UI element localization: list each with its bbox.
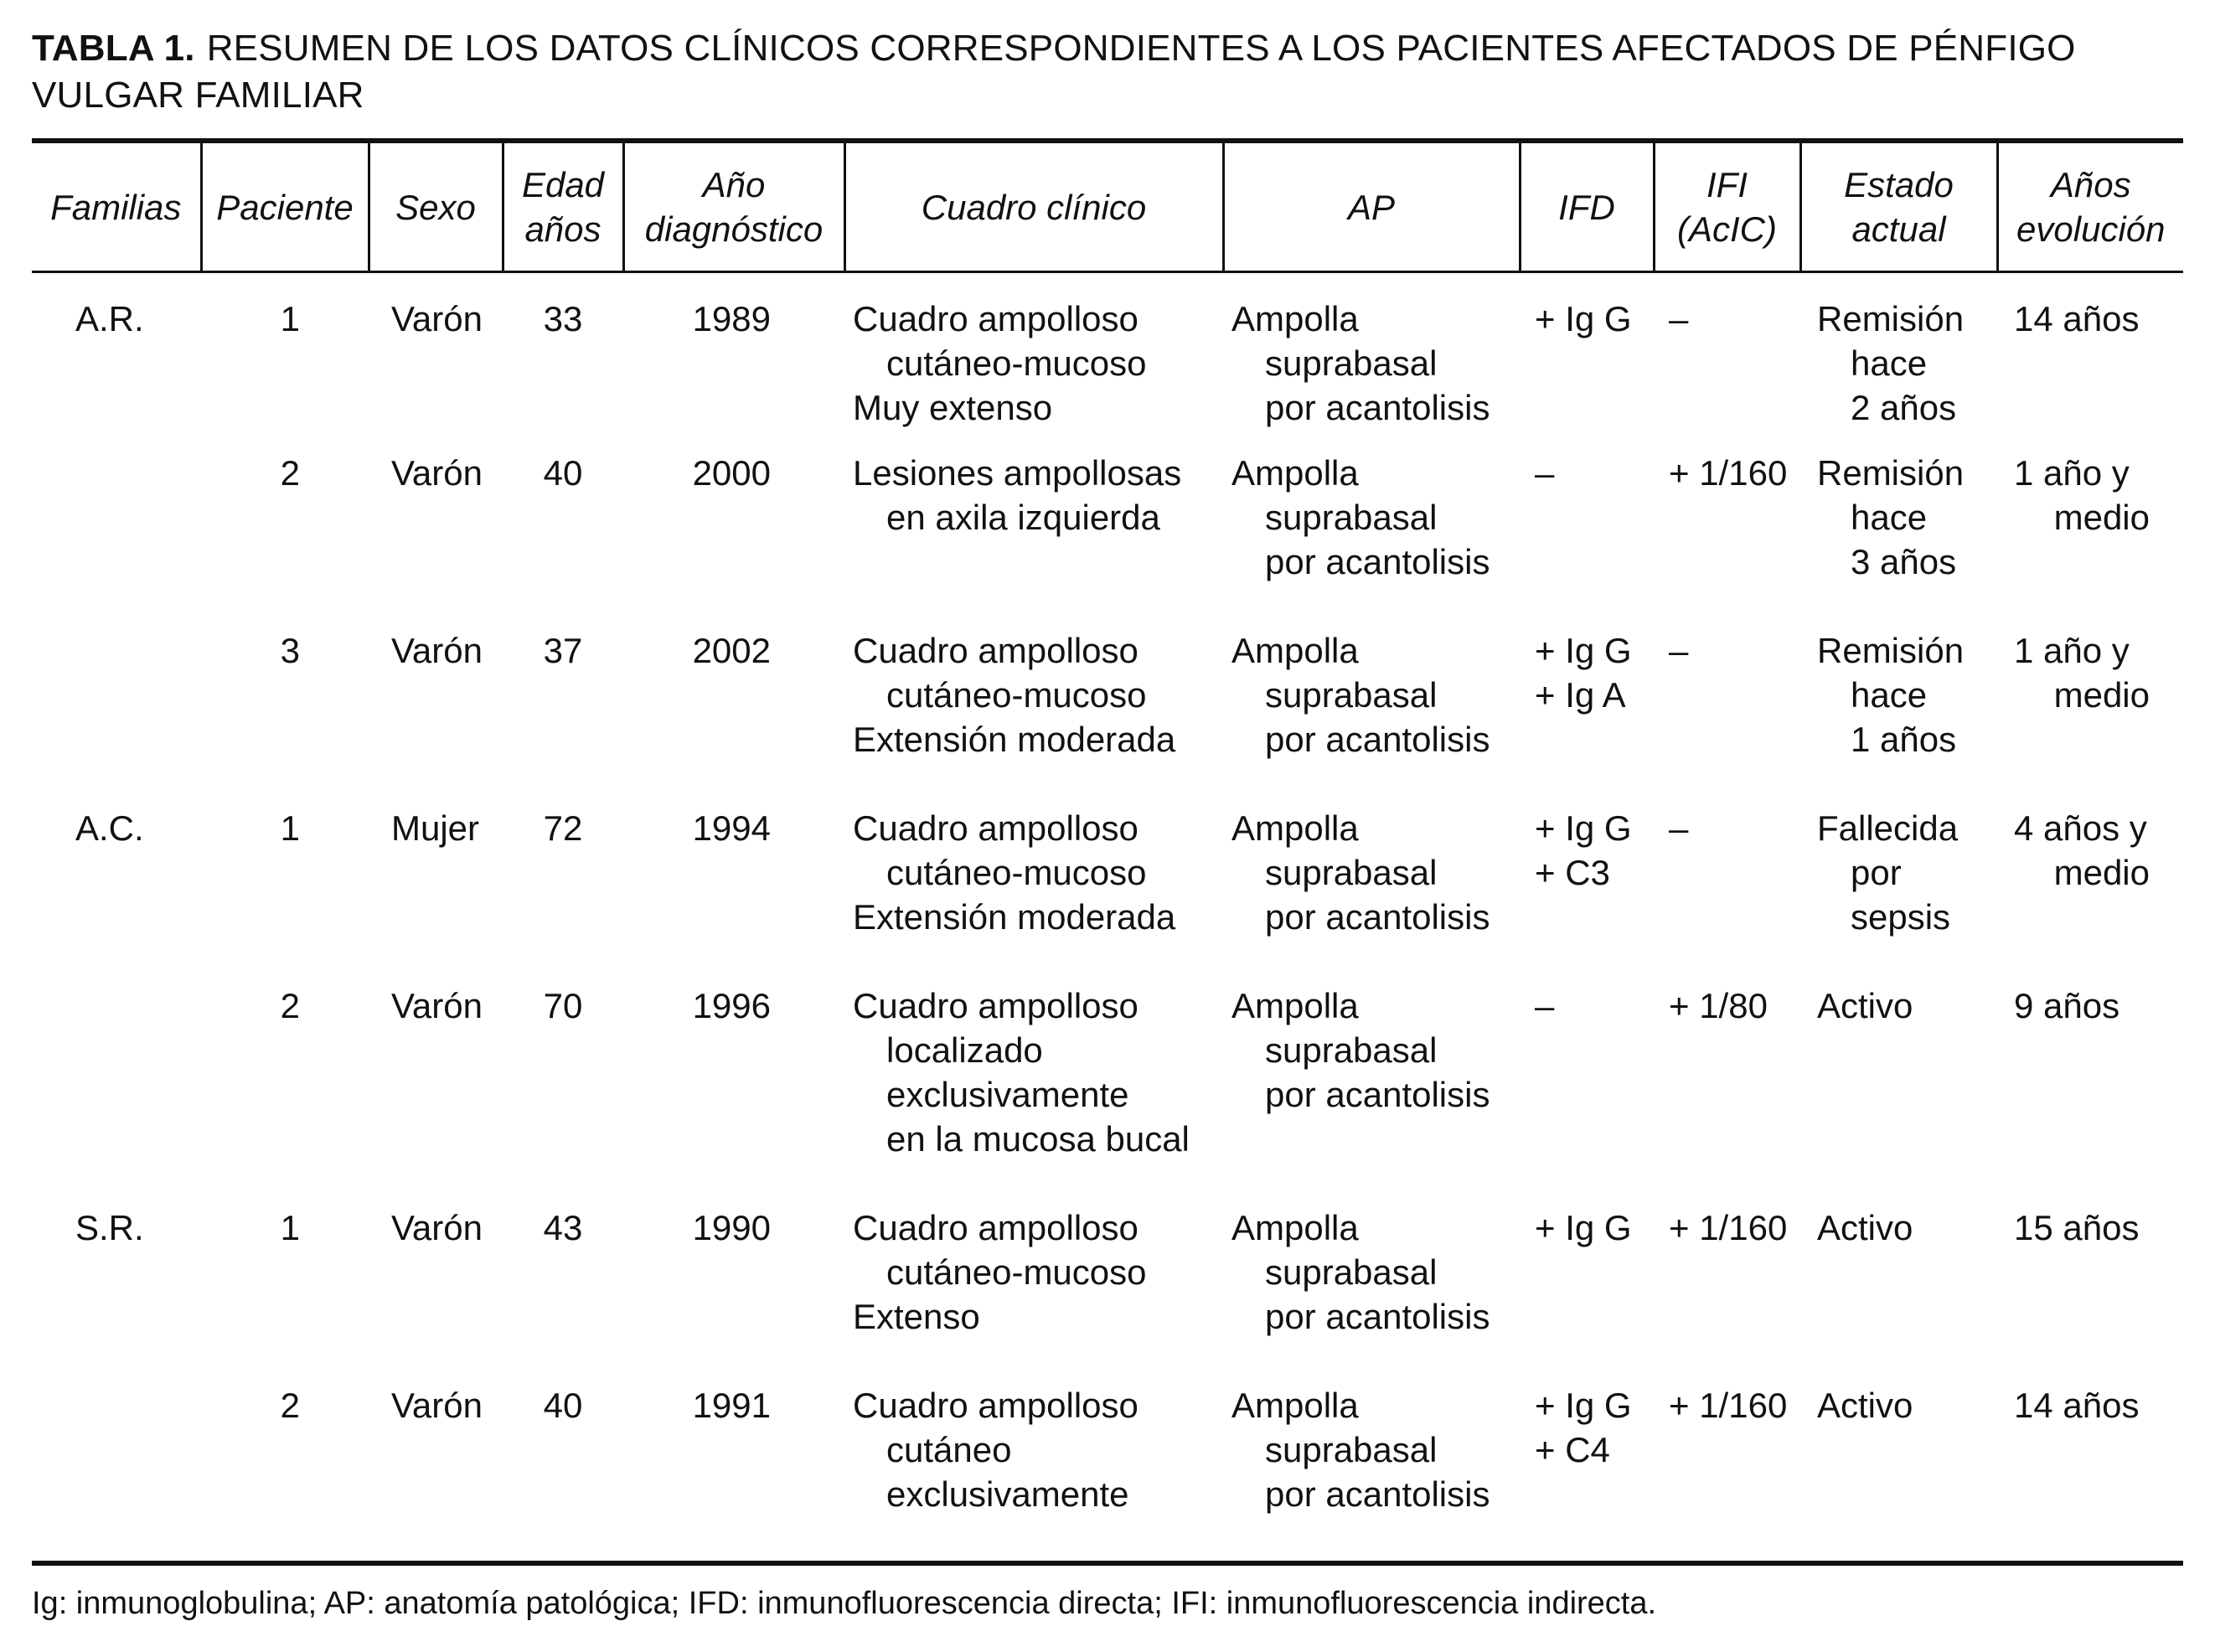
- cuadro-clinico-line: cutáneo: [886, 1430, 1012, 1469]
- anio-text: 1991: [692, 1386, 771, 1425]
- edad-text: 72: [543, 808, 583, 848]
- edad-cell: [503, 806, 623, 983]
- sexo-cell: [369, 1205, 503, 1383]
- anio-cell: [623, 1383, 844, 1563]
- estado-cell: [1800, 451, 1997, 628]
- edad-text: 40: [543, 1386, 583, 1425]
- estado-cell: [1800, 806, 1997, 983]
- cuadro-clinico-cell: [844, 806, 1223, 983]
- anio-cell: [623, 1205, 844, 1383]
- paciente-cell: [201, 1383, 369, 1563]
- estado-cell: [1800, 1383, 1997, 1563]
- sexo-text: Varón: [391, 453, 483, 493]
- familia-cell: [32, 628, 201, 806]
- anio-text: 1994: [692, 808, 771, 848]
- estado-line: hace: [1851, 498, 1928, 537]
- estado-cell: [1800, 983, 1997, 1205]
- estado-line: 2 años: [1851, 388, 1957, 427]
- ifi-text: + 1/80: [1669, 986, 1768, 1025]
- cuadro-clinico-line: exclusivamente: [886, 1075, 1129, 1114]
- ap-line: suprabasal: [1265, 343, 1438, 383]
- paciente-text: 2: [280, 1386, 300, 1425]
- header-row: [32, 141, 2183, 272]
- ifi-cell: [1654, 1383, 1800, 1563]
- ap-line: Ampolla: [1231, 1208, 1359, 1247]
- paciente-cell: [201, 451, 369, 628]
- header-paciente: Paciente: [201, 141, 369, 272]
- ap-line: Ampolla: [1231, 631, 1359, 670]
- header-anio: Año diagnóstico: [623, 141, 844, 272]
- cuadro-clinico-line: cutáneo-mucoso: [886, 853, 1147, 892]
- ifd-line: + Ig A: [1535, 675, 1626, 715]
- ap-line: Ampolla: [1231, 808, 1359, 848]
- sexo-text: Varón: [391, 986, 483, 1025]
- sexo-cell: [369, 983, 503, 1205]
- cuadro-clinico-line: Cuadro ampolloso: [853, 1386, 1138, 1425]
- ifd-cell: [1520, 983, 1654, 1205]
- ap-line: por acantolisis: [1265, 388, 1490, 427]
- edad-text: 33: [543, 299, 583, 338]
- header-edad: Edad años: [503, 141, 623, 272]
- ap-line: Ampolla: [1231, 986, 1359, 1025]
- estado-line: 1 años: [1851, 720, 1957, 759]
- ap-line: por acantolisis: [1265, 897, 1490, 937]
- ap-line: Ampolla: [1231, 453, 1359, 493]
- cuadro-clinico-cell: [844, 1205, 1223, 1383]
- cuadro-clinico-line: Cuadro ampolloso: [853, 808, 1138, 848]
- paciente-cell: [201, 628, 369, 806]
- anio-cell: [623, 272, 844, 452]
- cuadro-clinico-line: cutáneo-mucoso: [886, 675, 1147, 715]
- header-ap: AP: [1223, 141, 1520, 272]
- edad-cell: [503, 1383, 623, 1563]
- familia-cell: [32, 983, 201, 1205]
- edad-cell: [503, 628, 623, 806]
- evolucion-cell: [1997, 983, 2183, 1205]
- estado-line: hace: [1851, 343, 1928, 383]
- estado-cell: [1800, 1205, 1997, 1383]
- cuadro-clinico-line: en la mucosa bucal: [886, 1119, 1190, 1159]
- anio-text: 1989: [692, 299, 771, 338]
- cuadro-clinico-line: Extenso: [853, 1297, 980, 1336]
- familia-cell: [32, 272, 201, 452]
- estado-line: Remisión: [1817, 631, 1965, 670]
- header-ifd: IFD: [1520, 141, 1654, 272]
- ifd-line: + Ig G: [1535, 631, 1632, 670]
- ifi-text: + 1/160: [1669, 1208, 1788, 1247]
- ap-cell: [1223, 628, 1520, 806]
- ap-line: Ampolla: [1231, 299, 1359, 338]
- sexo-cell: [369, 806, 503, 983]
- estado-line: Activo: [1817, 1208, 1913, 1247]
- evolucion-line: 14 años: [2014, 1386, 2140, 1425]
- cuadro-clinico-cell: [844, 272, 1223, 452]
- header-evolucion: Años evolución: [1997, 141, 2183, 272]
- caption-title-line2: VULGAR FAMILIAR: [32, 75, 364, 116]
- ap-line: suprabasal: [1265, 498, 1438, 537]
- estado-cell: [1800, 628, 1997, 806]
- ap-cell: [1223, 1205, 1520, 1383]
- anio-cell: [623, 628, 844, 806]
- evolucion-line: 15 años: [2014, 1208, 2140, 1247]
- ifi-text: –: [1669, 299, 1689, 338]
- table-row: [32, 628, 2183, 806]
- paciente-cell: [201, 806, 369, 983]
- ap-line: por acantolisis: [1265, 720, 1490, 759]
- evolucion-cell: [1997, 451, 2183, 628]
- ifi-cell: [1654, 451, 1800, 628]
- cuadro-clinico-line: cutáneo-mucoso: [886, 343, 1147, 383]
- cuadro-clinico-cell: [844, 451, 1223, 628]
- ifd-line: + C3: [1535, 853, 1610, 892]
- ifd-line: + C4: [1535, 1430, 1610, 1469]
- ifd-line: + Ig G: [1535, 1208, 1632, 1247]
- ap-line: suprabasal: [1265, 853, 1438, 892]
- ap-cell: [1223, 1383, 1520, 1563]
- caption-title-line1: RESUMEN DE LOS DATOS CLÍNICOS CORRESPONDIENTES A LOS PACIENTES AFECTADOS DE PÉNFIGO: [206, 28, 2076, 69]
- anio-text: 1996: [692, 986, 771, 1025]
- sexo-text: Mujer: [391, 808, 480, 848]
- ap-line: suprabasal: [1265, 1252, 1438, 1292]
- header-estado: Estado actual: [1800, 141, 1997, 272]
- ap-line: por acantolisis: [1265, 1474, 1490, 1514]
- header-familias: Familias: [32, 141, 201, 272]
- sexo-cell: [369, 628, 503, 806]
- anio-cell: [623, 451, 844, 628]
- estado-line: por: [1851, 853, 1902, 892]
- paciente-cell: [201, 1205, 369, 1383]
- ifi-cell: [1654, 806, 1800, 983]
- ap-cell: [1223, 806, 1520, 983]
- cuadro-clinico-line: cutáneo-mucoso: [886, 1252, 1147, 1292]
- ifd-cell: [1520, 806, 1654, 983]
- header-cuadro: Cuadro clínico: [844, 141, 1223, 272]
- ifi-cell: [1654, 272, 1800, 452]
- ifd-cell: [1520, 1383, 1654, 1563]
- caption-label: TABLA 1.: [32, 28, 195, 69]
- table-footnote: Ig: inmunoglobulina; AP: anatomía patológica; IFD: inmunofluorescencia directa; IFI: inmunofluorescencia indirecta.: [32, 1586, 1657, 1621]
- edad-cell: [503, 983, 623, 1205]
- sexo-text: Varón: [391, 299, 483, 338]
- sexo-cell: [369, 272, 503, 452]
- ap-line: por acantolisis: [1265, 1075, 1490, 1114]
- ap-line: suprabasal: [1265, 1030, 1438, 1070]
- evolucion-line: 9 años: [2014, 986, 2120, 1025]
- paciente-text: 2: [280, 453, 300, 493]
- cuadro-clinico-line: Cuadro ampolloso: [853, 986, 1138, 1025]
- cuadro-clinico-line: Extensión moderada: [853, 720, 1176, 759]
- table-row: [32, 806, 2183, 983]
- cuadro-clinico-cell: [844, 983, 1223, 1205]
- paciente-text: 1: [280, 1208, 300, 1247]
- familia-cell: [32, 1205, 201, 1383]
- anio-cell: [623, 983, 844, 1205]
- anio-cell: [623, 806, 844, 983]
- ifi-text: –: [1669, 631, 1689, 670]
- estado-line: Activo: [1817, 986, 1913, 1025]
- paciente-text: 3: [280, 631, 300, 670]
- paciente-text: 2: [280, 986, 300, 1025]
- ap-line: suprabasal: [1265, 675, 1438, 715]
- ap-cell: [1223, 983, 1520, 1205]
- ifi-text: –: [1669, 808, 1689, 848]
- table-row: [32, 1383, 2183, 1563]
- familia-cell: [32, 451, 201, 628]
- ifd-line: + Ig G: [1535, 1386, 1632, 1425]
- ifi-cell: [1654, 628, 1800, 806]
- table-row: [32, 272, 2183, 452]
- estado-line: Activo: [1817, 1386, 1913, 1425]
- ap-cell: [1223, 272, 1520, 452]
- edad-cell: [503, 451, 623, 628]
- ifd-line: + Ig G: [1535, 299, 1632, 338]
- familia-cell: [32, 1383, 201, 1563]
- sexo-cell: [369, 451, 503, 628]
- ifi-cell: [1654, 1205, 1800, 1383]
- evolucion-line: 1 año y: [2014, 453, 2130, 493]
- ap-line: Ampolla: [1231, 1386, 1359, 1425]
- ifd-line: –: [1535, 986, 1555, 1025]
- cuadro-clinico-line: exclusivamente: [886, 1474, 1129, 1514]
- edad-text: 37: [543, 631, 583, 670]
- cuadro-clinico-line: Cuadro ampolloso: [853, 631, 1138, 670]
- table-page: [32, 25, 2183, 1621]
- familia-text: S.R.: [75, 1208, 144, 1247]
- sexo-cell: [369, 1383, 503, 1563]
- ap-line: suprabasal: [1265, 1430, 1438, 1469]
- cuadro-clinico-line: Lesiones ampollosas: [853, 453, 1182, 493]
- sexo-text: Varón: [391, 631, 483, 670]
- anio-text: 2002: [692, 631, 771, 670]
- paciente-cell: [201, 272, 369, 452]
- edad-cell: [503, 1205, 623, 1383]
- evolucion-cell: [1997, 628, 2183, 806]
- evolucion-line: medio: [2053, 675, 2150, 715]
- estado-line: Remisión: [1817, 299, 1965, 338]
- ifd-cell: [1520, 1205, 1654, 1383]
- ap-line: por acantolisis: [1265, 542, 1490, 581]
- paciente-text: 1: [280, 299, 300, 338]
- estado-line: 3 años: [1851, 542, 1957, 581]
- edad-text: 40: [543, 453, 583, 493]
- paciente-text: 1: [280, 808, 300, 848]
- evolucion-cell: [1997, 806, 2183, 983]
- evolucion-line: medio: [2053, 853, 2150, 892]
- estado-cell: [1800, 272, 1997, 452]
- table-row: [32, 451, 2183, 628]
- cuadro-clinico-line: Cuadro ampolloso: [853, 299, 1138, 338]
- header-sexo: Sexo: [369, 141, 503, 272]
- cuadro-clinico-line: en axila izquierda: [886, 498, 1160, 537]
- ifd-line: –: [1535, 453, 1555, 493]
- ifi-cell: [1654, 983, 1800, 1205]
- ap-cell: [1223, 451, 1520, 628]
- evolucion-cell: [1997, 272, 2183, 452]
- evolucion-line: 14 años: [2014, 299, 2140, 338]
- evolucion-line: 1 año y: [2014, 631, 2130, 670]
- edad-cell: [503, 272, 623, 452]
- cuadro-clinico-line: Cuadro ampolloso: [853, 1208, 1138, 1247]
- cuadro-clinico-cell: [844, 1383, 1223, 1563]
- evolucion-line: medio: [2053, 498, 2150, 537]
- ifd-cell: [1520, 451, 1654, 628]
- anio-text: 2000: [692, 453, 771, 493]
- ifd-cell: [1520, 272, 1654, 452]
- ifi-text: + 1/160: [1669, 1386, 1788, 1425]
- table-caption: [32, 25, 2183, 119]
- edad-text: 70: [543, 986, 583, 1025]
- familia-cell: [32, 806, 201, 983]
- familia-text: A.R.: [75, 299, 144, 338]
- sexo-text: Varón: [391, 1386, 483, 1425]
- header-ifi: IFI (AcIC): [1654, 141, 1800, 272]
- evolucion-cell: [1997, 1205, 2183, 1383]
- table-row: [32, 1205, 2183, 1383]
- cuadro-clinico-line: localizado: [886, 1030, 1043, 1070]
- ifd-line: + Ig G: [1535, 808, 1632, 848]
- familia-text: A.C.: [75, 808, 144, 848]
- evolucion-line: 4 años y: [2014, 808, 2147, 848]
- ap-line: por acantolisis: [1265, 1297, 1490, 1336]
- ifi-text: + 1/160: [1669, 453, 1788, 493]
- cuadro-clinico-cell: [844, 628, 1223, 806]
- sexo-text: Varón: [391, 1208, 483, 1247]
- edad-text: 43: [543, 1208, 583, 1247]
- estado-line: Fallecida: [1817, 808, 1959, 848]
- estado-line: sepsis: [1851, 897, 1951, 937]
- cuadro-clinico-line: Muy extenso: [853, 388, 1053, 427]
- paciente-cell: [201, 983, 369, 1205]
- clinical-data-table: [32, 138, 2183, 1566]
- estado-line: Remisión: [1817, 453, 1965, 493]
- estado-line: hace: [1851, 675, 1928, 715]
- cuadro-clinico-line: Extensión moderada: [853, 897, 1176, 937]
- anio-text: 1990: [692, 1208, 771, 1247]
- evolucion-cell: [1997, 1383, 2183, 1563]
- table-row: [32, 983, 2183, 1205]
- ifd-cell: [1520, 628, 1654, 806]
